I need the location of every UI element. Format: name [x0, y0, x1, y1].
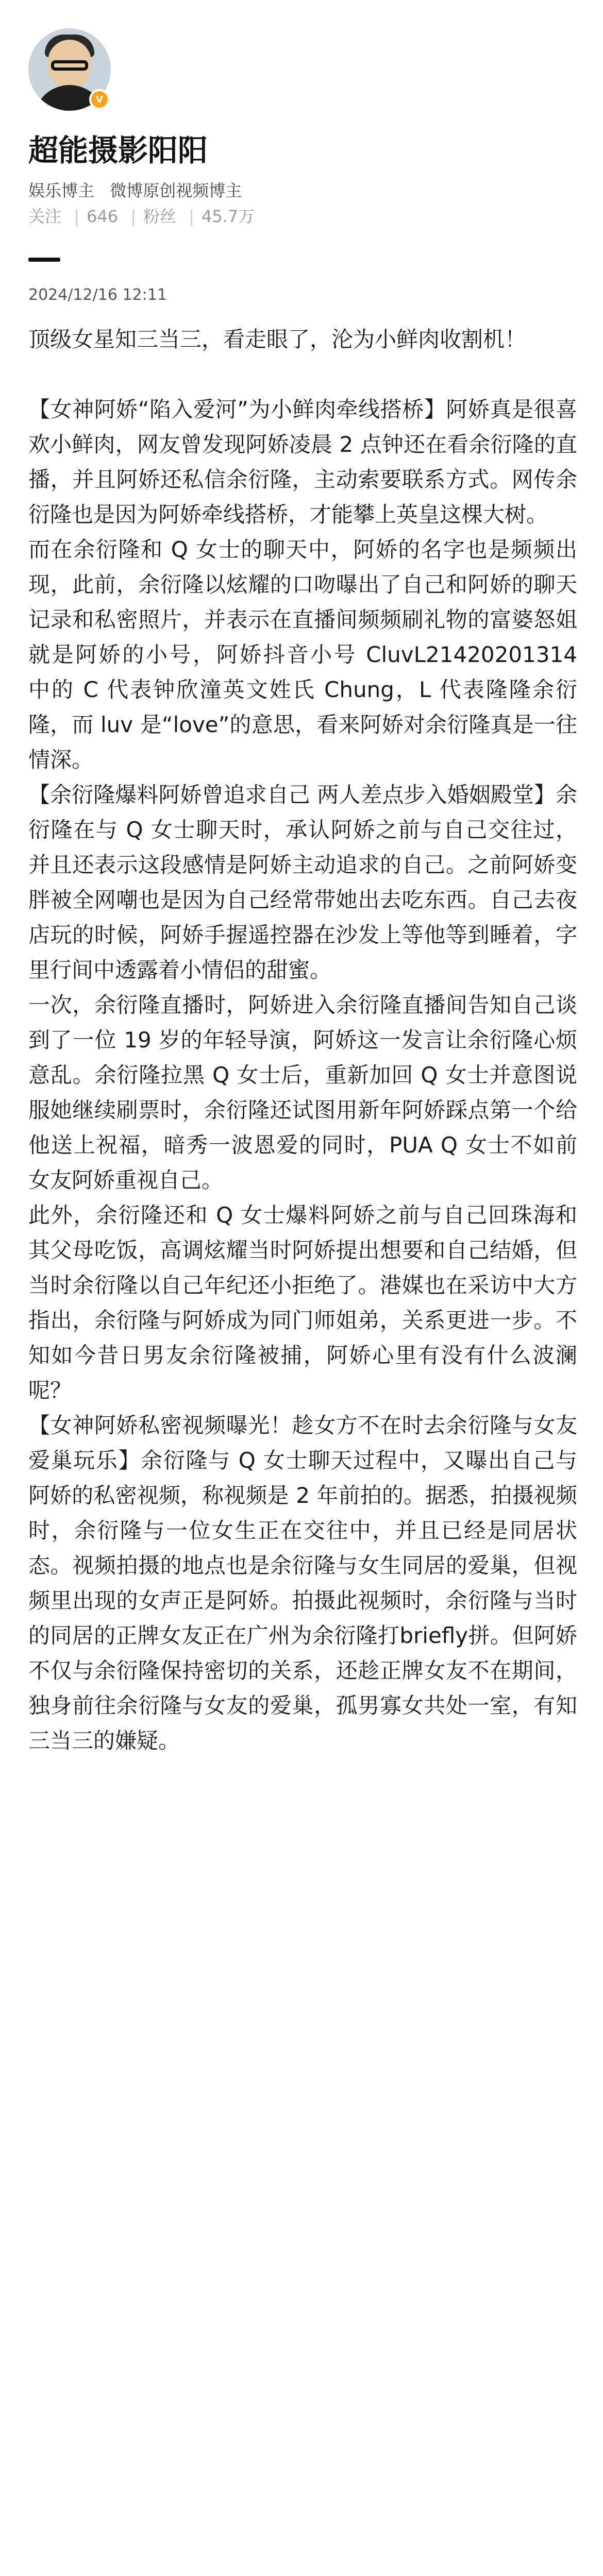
follows-label: 关注	[28, 207, 62, 226]
follows-count: | 646	[66, 207, 118, 226]
post-body	[28, 322, 577, 1758]
post-paragraph: 【女神阿娇私密视频曝光！趁女方不在时去余衍隆与女友爱巢玩乐】余衍隆与 Q 女士聊天过程中，又曝出自己与阿娇的私密视频，称视频是 2 年前拍的。据悉，拍摄视频时，余衍隆与一位女生正在交往中，并且已经是同居状态。视频拍摄的地点也是余衍隆与女生同居的爱巢，但视频里出现的女声正是阿娇。拍摄此视频时，余衍隆与当时的同居的正牌女友正在广州为余衍隆打briefly拼。但阿娇不仅与余衍隆保持密切的关系，还趁正牌女友不在期间，独身前往余衍隆与女友的爱巢，孤男寡女共处一室，有知三当三的嫌疑。	[28, 1413, 577, 1753]
post-intro: 顶级女星知三当三，看走眼了，沦为小鲜肉收割机！	[28, 327, 527, 352]
section-divider	[28, 258, 60, 262]
post-paragraph: 【女神阿娇“陷入爱河”为小鲜肉牵线搭桥】阿娇真是很喜欢小鲜肉，网友曾发现阿娇凌晨 2 点钟还在看余衍隆的直播，并且阿娇还私信余衍隆，主动索要联系方式。网传余衍隆也是因为阿娇牵线搭桥，才能攀上英皇这棵大树。	[28, 397, 577, 527]
fans-stat[interactable]	[123, 207, 255, 226]
post-paragraph: 而在余衍隆和 Q 女士的聊天中，阿娇的名字也是频频出现，此前，余衍隆以炫耀的口吻曝出了自己和阿娇的聊天记录和私密照片，并表示在直播间频频刷礼物的富婆怒姐就是阿娇的小号，阿娇抖音小号 CluvL21420201314 中的 C 代表钟欣潼英文姓氏 Chung，L 代表隆隆余衍隆，而 luv 是“love”的意思，看来阿娇对余衍隆真是一往情深。	[28, 537, 577, 772]
fans-label: 粉丝	[143, 207, 177, 226]
fans-count: | 45.7万	[181, 207, 255, 226]
post-date: 2024/12/16 12:11	[28, 286, 167, 304]
post-paragraph: 【余衍隆爆料阿娇曾追求自己 两人差点步入婚姻殿堂】余衍隆在与 Q 女士聊天时，承认阿娇之前与自己交往过，并且还表示这段感情是阿娇主动追求的自己。之前阿娇变胖被全网嘲也是因为自己经常带她出去吃东西。自己去夜店玩的时候，阿娇手握遥控器在沙发上等他等到睡着，字里行间中透露着小情侣的甜蜜。	[28, 782, 577, 982]
avatar-glasses	[51, 60, 88, 71]
profile-tags	[28, 178, 242, 201]
verified-badge-icon: V	[89, 89, 110, 110]
post-paragraph: 此外，余衍隆还和 Q 女士爆料阿娇之前与自己回珠海和其父母吃饭，高调炫耀当时阿娇提出想要和自己结婚，但当时余衍隆以自己年纪还小拒绝了。港媒也在采访中大方指出，余衍隆与阿娇成为同门师姐弟，关系更进一步。不知如今昔日男友余衍隆被捕，阿娇心里有没有什么波澜呢？	[28, 1202, 577, 1403]
follows-stat[interactable]	[28, 207, 118, 226]
post-paragraph: 一次，余衍隆直播时，阿娇进入余衍隆直播间告知自己谈到了一位 19 岁的年轻导演，阿娇这一发言让余衍隆心烦意乱。余衍隆拉黑 Q 女士后，重新加回 Q 女士并意图说服她继续刷票时，余衍隆还试图用新年阿娇踩点第一个给他送上祝福，暗秀一波恩爱的同时，PUA Q 女士不如前女友阿娇重视自己。	[28, 992, 577, 1193]
profile-name[interactable]: 超能摄影阳阳	[28, 133, 208, 168]
profile-stats	[28, 204, 255, 227]
profile-header	[28, 28, 575, 245]
profile-tag: 微博原创视频博主	[110, 181, 242, 200]
profile-tag: 娱乐博主	[28, 181, 95, 200]
